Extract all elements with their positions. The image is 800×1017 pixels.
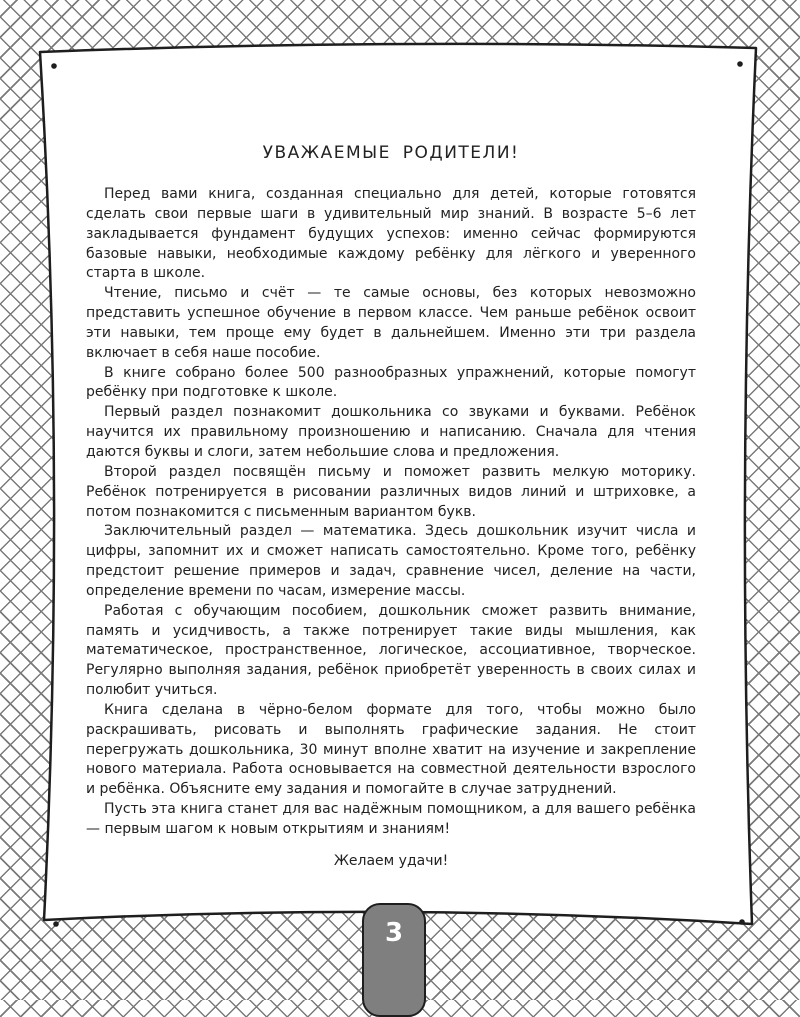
paragraph-intro: Перед вами книга, созданная специально для детей, которые готовятся сделать свои первые шаги в удивительный мир знаний. В возрасте 5–6 лет закладывается фундамент будущих успехов: именно сейчас формируются базовые навыки, необходимые каждому ребёнку для лёгкого и уверенного старта в школе. xyxy=(86,186,696,282)
pin-bottom-right xyxy=(739,919,745,925)
page-number: 3 xyxy=(384,918,404,948)
pin-bottom-left xyxy=(53,921,59,927)
paragraph-section-math: Заключительный раздел — математика. Здесь дошкольник изучит числа и цифры, запомнит их и сможет написать самостоятельно. Кроме того, ребёнку предстоит решение примеров и задач, сравнение чисел, деление на части, определение времени по часам, измерение массы. xyxy=(86,523,696,599)
paragraph-format: Книга сделана в чёрно-белом формате для того, чтобы можно было раскрашивать, рисовать и выполнять графические задания. Не стоит перегружать дошкольника, 30 минут вполне хватит на изучение и закрепление нового материала. Работа основывается на совместной деятельности взрослого и ребёнка. Объясните ему задания и помогайте в случае затруднений. xyxy=(86,701,696,798)
paragraph-wish: Пусть эта книга станет для вас надёжным помощником, а для вашего ребёнка — первым шагом к новым открытиям и знаниям! xyxy=(86,801,696,837)
paragraph-skills: Работая с обучающим пособием, дошкольник сможет развить внимание, память и усидчивость, а также потренирует такие виды мышления, как математическое, пространственное, логическое, ассоциативное, творческое. Регулярно выполняя задания, ребёнок приобретёт уверенность в своих силах и полюбит учиться. xyxy=(86,602,696,699)
paragraph-section-writing: Второй раздел посвящён письму и поможет развить мелкую моторику. Ребёнок потренируется в рисовании различных видов линий и штриховке, а потом познакомится с письменным вариантом букв. xyxy=(86,463,696,520)
paragraph-basics: Чтение, письмо и счёт — те самые основы, без которых невозможно представить успешное обучение в первом классе. Чем раньше ребёнок освоит эти навыки, тем проще ему будет в дальнейшем. Именно эти три раздела включает в себя наше пособие. xyxy=(86,285,696,361)
page-title: УВАЖАЕМЫЕ РОДИТЕЛИ! xyxy=(262,143,520,163)
closing-line: Желаем удачи! xyxy=(333,852,449,869)
pin-top-right xyxy=(737,61,743,67)
page-content xyxy=(86,143,696,871)
paragraph-exercises: В книге собрано более 500 разнообразных упражнений, которые помогут ребёнку при подготовке к школе. xyxy=(86,364,696,401)
pin-top-left xyxy=(51,63,57,69)
paragraph-section-reading: Первый раздел познакомит дошкольника со звуками и буквами. Ребёнок научится их правильному произношению и написанию. Сначала для чтения даются буквы и слоги, затем небольшие слова и предложения. xyxy=(86,404,696,460)
